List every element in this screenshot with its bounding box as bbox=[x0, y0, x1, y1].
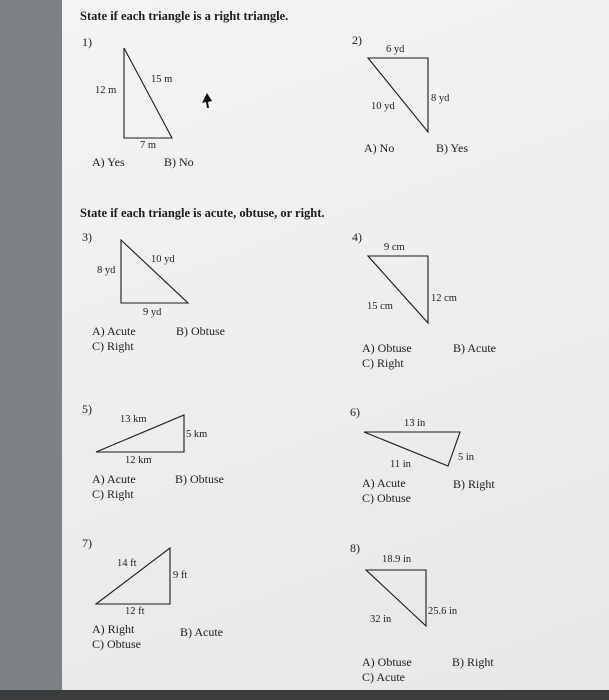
problem-2-side-hyp: 10 yd bbox=[371, 101, 395, 112]
problem-1-option-b[interactable]: B) No bbox=[164, 155, 194, 169]
problem-3-number: 3) bbox=[82, 230, 92, 244]
problem-6-option-c[interactable]: C) Obtuse bbox=[362, 491, 411, 505]
problem-2-number: 2) bbox=[352, 33, 362, 47]
problem-2-option-a[interactable]: A) No bbox=[364, 141, 395, 155]
problem-6-option-b[interactable]: B) Right bbox=[453, 477, 495, 491]
problem-3-side-hyp: 10 yd bbox=[151, 254, 175, 265]
problem-5-side-right: 5 km bbox=[186, 429, 208, 440]
problem-4-number: 4) bbox=[352, 230, 362, 244]
problem-1-option-a[interactable]: A) Yes bbox=[92, 155, 125, 169]
problem-5-side-hyp: 13 km bbox=[120, 414, 147, 425]
problem-8-option-b[interactable]: B) Right bbox=[452, 655, 494, 669]
triangle-3 bbox=[121, 240, 188, 303]
problem-4-option-b[interactable]: B) Acute bbox=[453, 341, 496, 355]
problem-3-side-left: 8 yd bbox=[97, 265, 116, 276]
problem-3-side-bottom: 9 yd bbox=[143, 307, 162, 318]
problem-3-option-b[interactable]: B) Obtuse bbox=[176, 324, 225, 338]
problem-4-side-hyp: 15 cm bbox=[367, 301, 393, 312]
problem-7-option-c[interactable]: C) Obtuse bbox=[92, 637, 141, 651]
section-1-heading: State if each triangle is a right triangle. bbox=[80, 9, 289, 23]
problem-4-side-top: 9 cm bbox=[384, 242, 405, 253]
problem-7-side-right: 9 ft bbox=[173, 570, 188, 581]
problem-5-number: 5) bbox=[82, 402, 92, 416]
problem-5-option-c[interactable]: C) Right bbox=[92, 487, 134, 501]
problem-6-option-a[interactable]: A) Acute bbox=[362, 476, 406, 490]
problem-8-side-right: 25.6 in bbox=[428, 606, 458, 617]
triangle-4 bbox=[368, 256, 428, 323]
problem-8-side-top: 18.9 in bbox=[382, 554, 412, 565]
problem-7-option-a[interactable]: A) Right bbox=[92, 622, 135, 636]
problem-7-side-hyp: 14 ft bbox=[117, 558, 137, 569]
problem-4-option-c[interactable]: C) Right bbox=[362, 356, 404, 370]
problem-3-option-a[interactable]: A) Acute bbox=[92, 324, 136, 338]
problem-2-side-right: 8 yd bbox=[431, 93, 450, 104]
mouse-cursor-icon bbox=[202, 93, 212, 108]
problem-7-number: 7) bbox=[82, 536, 92, 550]
triangle-2 bbox=[368, 58, 428, 132]
problem-5-side-bottom: 12 km bbox=[125, 455, 152, 466]
problem-5-option-b[interactable]: B) Obtuse bbox=[175, 472, 224, 486]
triangle-6 bbox=[364, 432, 460, 466]
problem-3-option-c[interactable]: C) Right bbox=[92, 339, 134, 353]
problem-6-number: 6) bbox=[350, 405, 360, 419]
problem-1-number: 1) bbox=[82, 35, 92, 49]
problem-1-side-hyp: 15 m bbox=[151, 74, 173, 85]
problem-4-side-right: 12 cm bbox=[431, 293, 457, 304]
problem-2-side-top: 6 yd bbox=[386, 44, 405, 55]
problem-6-side-hyp: 11 in bbox=[390, 459, 411, 470]
problem-6-side-top: 13 in bbox=[404, 418, 426, 429]
triangle-7 bbox=[96, 548, 170, 604]
triangle-1 bbox=[124, 48, 172, 138]
problem-7-option-b[interactable]: B) Acute bbox=[180, 625, 223, 639]
problem-2-option-b[interactable]: B) Yes bbox=[436, 141, 469, 155]
problem-4-option-a[interactable]: A) Obtuse bbox=[362, 341, 412, 355]
problem-5-option-a[interactable]: A) Acute bbox=[92, 472, 136, 486]
problem-7-side-bottom: 12 ft bbox=[125, 606, 145, 617]
problem-8-option-a[interactable]: A) Obtuse bbox=[362, 655, 412, 669]
problem-6-side-right: 5 in bbox=[458, 452, 475, 463]
problem-8-option-c[interactable]: C) Acute bbox=[362, 670, 405, 684]
problem-1-side-bottom: 7 m bbox=[140, 140, 157, 151]
problem-8-number: 8) bbox=[350, 541, 360, 555]
problem-8-side-hyp: 32 in bbox=[370, 614, 392, 625]
section-2-heading: State if each triangle is acute, obtuse, or right. bbox=[80, 206, 325, 220]
problem-1-side-left: 12 m bbox=[95, 85, 117, 96]
